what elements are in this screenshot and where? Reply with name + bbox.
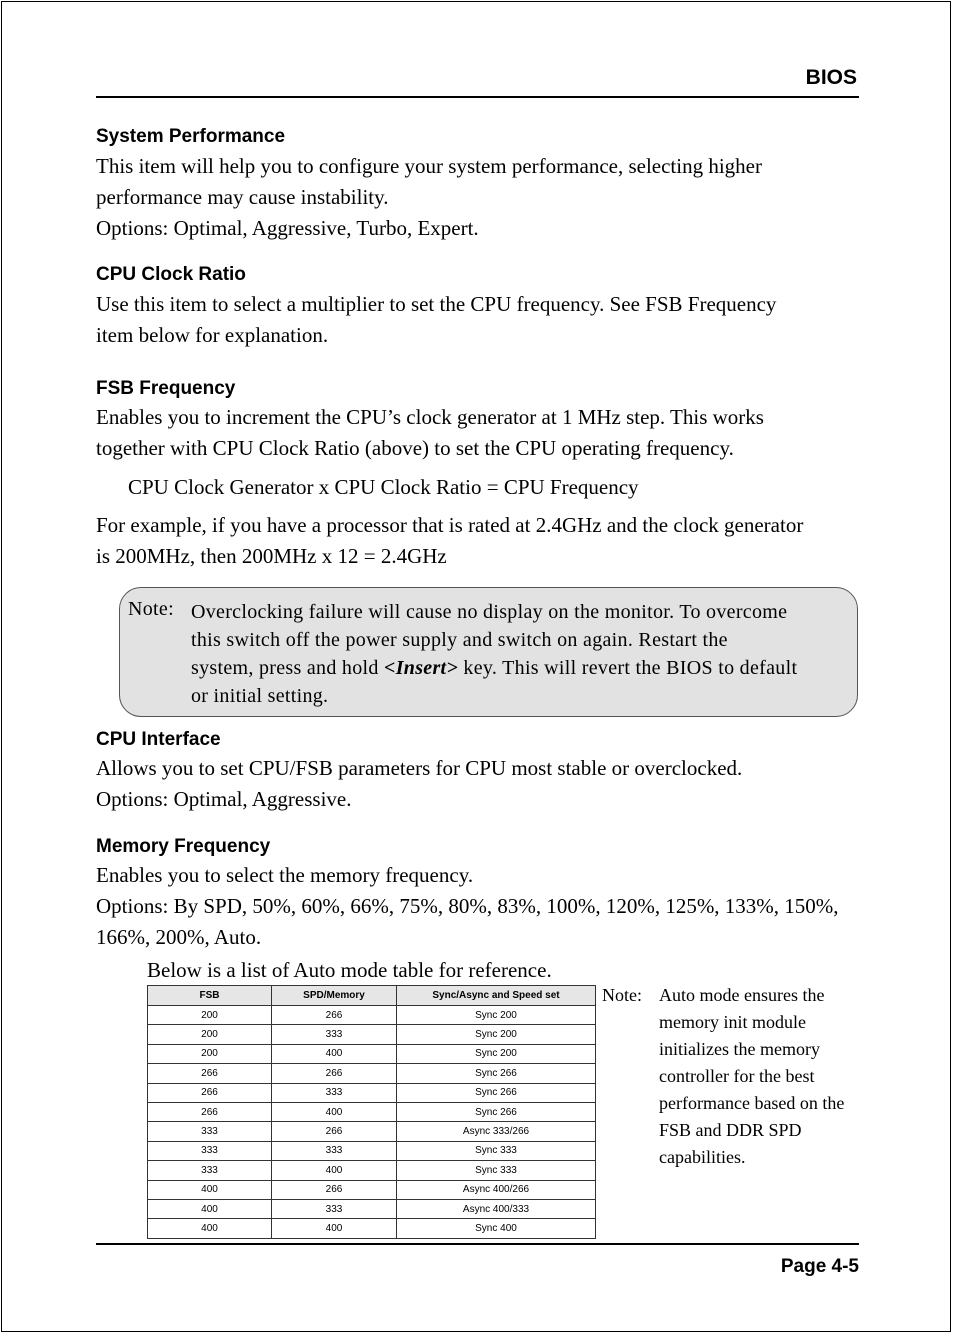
side-note-label: Note: bbox=[602, 985, 642, 1005]
cell-fsb: 266 bbox=[148, 1083, 272, 1102]
heading-cpu-clock-ratio: CPU Clock Ratio bbox=[96, 264, 246, 285]
cell-sync-async: Sync 333 bbox=[397, 1141, 596, 1160]
heading-system-performance: System Performance bbox=[96, 126, 286, 147]
cell-spd-memory: 333 bbox=[272, 1141, 397, 1160]
cell-fsb: 200 bbox=[148, 1044, 272, 1063]
cell-spd-memory: 266 bbox=[272, 1180, 397, 1199]
col-header-sync-async: Sync/Async and Speed set bbox=[397, 986, 596, 1006]
table-row bbox=[148, 1199, 596, 1218]
formula: CPU Clock Generator x CPU Clock Ratio = CPU Frequency bbox=[128, 475, 639, 499]
cell-fsb: 333 bbox=[148, 1161, 272, 1180]
table-row bbox=[148, 1180, 596, 1199]
cell-spd-memory: 333 bbox=[272, 1083, 397, 1102]
table-row bbox=[148, 1122, 596, 1141]
cell-spd-memory: 266 bbox=[272, 1122, 397, 1141]
cell-fsb: 266 bbox=[148, 1102, 272, 1121]
cell-fsb: 200 bbox=[148, 1025, 272, 1044]
cell-fsb: 400 bbox=[148, 1199, 272, 1218]
col-header-fsb: FSB bbox=[148, 986, 272, 1006]
cell-spd-memory: 266 bbox=[272, 1006, 397, 1025]
cell-fsb: 266 bbox=[148, 1064, 272, 1083]
cell-sync-async: Sync 266 bbox=[397, 1102, 596, 1121]
cell-sync-async: Sync 266 bbox=[397, 1083, 596, 1102]
cell-fsb: 333 bbox=[148, 1141, 272, 1160]
auto-mode-table bbox=[147, 985, 596, 1239]
cell-spd-memory: 333 bbox=[272, 1025, 397, 1044]
col-header-spd-memory: SPD/Memory bbox=[272, 986, 397, 1006]
cell-sync-async: Async 400/333 bbox=[397, 1199, 596, 1218]
heading-fsb-frequency: FSB Frequency bbox=[96, 378, 236, 399]
heading-cpu-interface: CPU Interface bbox=[96, 729, 221, 750]
heading-memory-frequency: Memory Frequency bbox=[96, 836, 271, 857]
note-label: Note: bbox=[128, 598, 174, 620]
table-row bbox=[148, 1141, 596, 1160]
cell-sync-async: Sync 200 bbox=[397, 1006, 596, 1025]
table-body bbox=[148, 1006, 596, 1239]
cell-fsb: 333 bbox=[148, 1122, 272, 1141]
footer-rule bbox=[96, 1243, 859, 1245]
page-number: Page 4-5 bbox=[780, 1256, 859, 1277]
table-intro: Below is a list of Auto mode table for reference. bbox=[147, 958, 552, 982]
table-header-row bbox=[148, 986, 596, 1006]
cell-sync-async: Sync 266 bbox=[397, 1064, 596, 1083]
table-row bbox=[148, 1064, 596, 1083]
side-note-text: Auto mode ensures the memory init module initializes the memory controller for the best performance based on the FSB and DDR SPD capabilities. bbox=[659, 985, 845, 1167]
table-row bbox=[148, 1006, 596, 1025]
cell-fsb: 400 bbox=[148, 1219, 272, 1238]
para-fsb-example: For example, if you have a processor that is rated at 2.4GHz and the clock generator is 200MHz, then 200MHz x 12 = 2.4GHz bbox=[96, 513, 804, 568]
note-text: Overclocking failure will cause no display on the monitor. To overcome this switch off the power supply and switch on again. Restart the system, press and hold <Insert> key. This will revert the BIOS to default or initial setting. bbox=[191, 601, 798, 707]
para-system-performance: This item will help you to configure your system performance, selecting higher performance may cause instability. Options: Optimal, Aggressive, Turbo, Expert. bbox=[96, 154, 762, 240]
table-row bbox=[148, 1219, 596, 1238]
header-rule bbox=[96, 96, 859, 98]
cell-sync-async: Sync 400 bbox=[397, 1219, 596, 1238]
cell-sync-async: Sync 200 bbox=[397, 1044, 596, 1063]
cell-sync-async: Async 333/266 bbox=[397, 1122, 596, 1141]
cell-spd-memory: 400 bbox=[272, 1044, 397, 1063]
cell-spd-memory: 400 bbox=[272, 1161, 397, 1180]
para-fsb-frequency: Enables you to increment the CPU’s clock generator at 1 MHz step. This works together with CPU Clock Ratio (above) to set the CPU operating frequency. bbox=[96, 405, 764, 460]
insert-key: <Insert> bbox=[384, 657, 459, 679]
table-row bbox=[148, 1102, 596, 1121]
cell-spd-memory: 266 bbox=[272, 1064, 397, 1083]
cell-spd-memory: 400 bbox=[272, 1102, 397, 1121]
cell-spd-memory: 400 bbox=[272, 1219, 397, 1238]
table-row bbox=[148, 1044, 596, 1063]
para-cpu-interface: Allows you to set CPU/FSB parameters for CPU most stable or overclocked. Options: Optimal, Aggressive. bbox=[96, 756, 743, 811]
cell-sync-async: Async 400/266 bbox=[397, 1180, 596, 1199]
cell-sync-async: Sync 333 bbox=[397, 1161, 596, 1180]
overclock-note-box bbox=[119, 587, 858, 717]
cell-fsb: 200 bbox=[148, 1006, 272, 1025]
cell-spd-memory: 333 bbox=[272, 1199, 397, 1218]
para-cpu-clock-ratio: Use this item to select a multiplier to set the CPU frequency. See FSB Frequency item below for explanation. bbox=[96, 292, 777, 347]
table-row bbox=[148, 1025, 596, 1044]
table-row bbox=[148, 1161, 596, 1180]
para-memory-frequency: Enables you to select the memory frequency. Options: By SPD, 50%, 60%, 66%, 75%, 80%, 83%, 100%, 120%, 125%, 133%, 150%, 166%, 200%, Auto. bbox=[96, 863, 839, 949]
cell-sync-async: Sync 200 bbox=[397, 1025, 596, 1044]
table-row bbox=[148, 1083, 596, 1102]
page-header-title: BIOS bbox=[805, 66, 857, 89]
cell-fsb: 400 bbox=[148, 1180, 272, 1199]
